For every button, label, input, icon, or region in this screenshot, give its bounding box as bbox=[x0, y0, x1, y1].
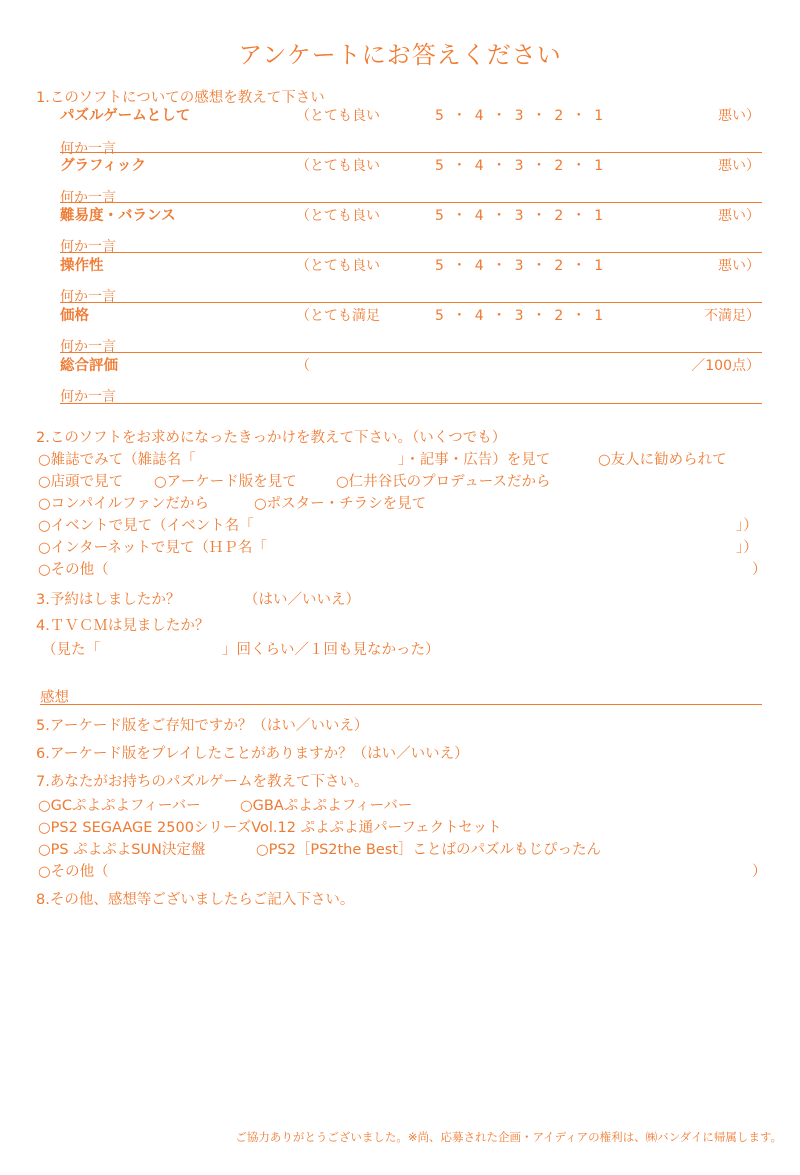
comment-label: 何か一言 bbox=[60, 190, 116, 206]
q2-option-event[interactable]: ○イベントで見て（イベント名「 bbox=[38, 518, 254, 534]
q1-heading: 1.このソフトについての感想を教えて下さい bbox=[36, 90, 325, 106]
q1-item-right-anchor: 悪い） bbox=[718, 108, 760, 124]
q3-answer[interactable]: （はい／いいえ） bbox=[244, 592, 360, 608]
q7-option-other[interactable]: ○その他（ bbox=[38, 864, 109, 880]
q7-option-ps2-mojipittan[interactable]: ○PS2［PS2the Best］ことばのパズルもじぴったん bbox=[256, 842, 602, 858]
q1-item-left-anchor: （とても満足 bbox=[296, 308, 380, 324]
q2-option-store[interactable]: ○店頭で見て bbox=[38, 474, 124, 490]
q1-item-right-anchor: ／100点） bbox=[691, 358, 760, 374]
comment-line[interactable] bbox=[60, 352, 762, 353]
comment-label: 何か一言 bbox=[60, 339, 116, 355]
comment-line[interactable] bbox=[60, 252, 762, 253]
q2-option-magazine-suffix: 」・記事・広告）を見て bbox=[398, 452, 551, 468]
q6-heading[interactable]: 6.アーケード版をプレイしたことがありますか？（はい／いいえ） bbox=[36, 746, 469, 762]
q1-item-scale[interactable]: 5 ・ 4 ・ 3 ・ 2 ・ 1 bbox=[435, 158, 604, 174]
q1-item-left-anchor: （ bbox=[296, 358, 310, 374]
q1-item-left-anchor: （とても良い bbox=[296, 258, 380, 274]
q7-option-gba[interactable]: ○GBAぷよぷよフィーバー bbox=[240, 798, 413, 814]
comment-line[interactable] bbox=[60, 403, 762, 404]
q1-item-left-anchor: （とても良い bbox=[296, 208, 380, 224]
comment-line[interactable] bbox=[60, 302, 762, 303]
q2-option-magazine[interactable]: ○雑誌でみて（雑誌名「 bbox=[38, 452, 196, 468]
q8-heading: 8.その他、感想等ございましたらご記入下さい。 bbox=[36, 892, 355, 908]
q1-item-label: 難易度・バランス bbox=[60, 208, 176, 224]
q1-item-right-anchor: 悪い） bbox=[718, 158, 760, 174]
q2-option-other[interactable]: ○その他（ bbox=[38, 562, 109, 578]
footer-note: ご協力ありがとうございました。※尚、応募された企画・アイディアの権利は、㈱バンダイに帰属します。 bbox=[235, 1130, 782, 1144]
q2-option-poster[interactable]: ○ポスター・チラシを見て bbox=[254, 496, 427, 512]
q7-heading: 7.あなたがお持ちのパズルゲームを教えて下さい。 bbox=[36, 774, 369, 790]
q1-item-label: グラフィック bbox=[60, 158, 146, 174]
q2-option-niitani[interactable]: ○仁井谷氏のプロデュースだから bbox=[336, 474, 551, 490]
q1-item-right-anchor: 不満足） bbox=[704, 308, 760, 324]
q7-option-ps2-segaage[interactable]: ○PS2 SEGAAGE 2500シリーズVol.12 ぷよぷよ通パーフェクトセット bbox=[38, 820, 502, 836]
q1-item-scale[interactable]: 5 ・ 4 ・ 3 ・ 2 ・ 1 bbox=[435, 208, 604, 224]
q1-item-label: 操作性 bbox=[60, 258, 104, 274]
q3-heading: 3.予約はしましたか？ bbox=[36, 592, 181, 608]
comment-line[interactable] bbox=[60, 202, 762, 203]
q2-option-internet[interactable]: ○インターネットで見て（ＨＰ名「 bbox=[38, 540, 267, 556]
comment-label: 何か一言 bbox=[60, 289, 116, 305]
comment-label: 何か一言 bbox=[60, 141, 116, 157]
q2-option-internet-close: 」） bbox=[736, 540, 758, 556]
q4-answer-left[interactable]: （見た「 bbox=[42, 642, 100, 658]
q2-option-arcade[interactable]: ○アーケード版を見て bbox=[154, 474, 297, 490]
q2-option-friend[interactable]: ○友人に勧められて bbox=[598, 452, 727, 468]
comment-line[interactable] bbox=[60, 152, 762, 153]
comment-label: 何か一言 bbox=[60, 389, 116, 405]
q7-option-other-close: ） bbox=[752, 864, 767, 880]
q5-heading[interactable]: 5.アーケード版をご存知ですか？（はい／いいえ） bbox=[36, 718, 369, 734]
q7-option-ps-sun[interactable]: ○PS ぷよぷよSUN決定盤 bbox=[38, 842, 206, 858]
page-title: アンケートにお答えください bbox=[238, 41, 562, 69]
section-label: 感想 bbox=[40, 690, 69, 706]
q1-item-scale[interactable]: 5 ・ 4 ・ 3 ・ 2 ・ 1 bbox=[435, 258, 604, 274]
q2-option-other-close: ） bbox=[752, 562, 767, 578]
q1-item-scale[interactable]: 5 ・ 4 ・ 3 ・ 2 ・ 1 bbox=[435, 308, 604, 324]
q1-item-label: 価格 bbox=[60, 308, 89, 324]
q1-item-left-anchor: （とても良い bbox=[296, 158, 380, 174]
q1-item-label: 総合評価 bbox=[60, 358, 118, 374]
q1-item-right-anchor: 悪い） bbox=[718, 258, 760, 274]
q1-item-label: パズルゲームとして bbox=[60, 108, 191, 124]
q7-option-gc[interactable]: ○GCぷよぷよフィーバー bbox=[38, 798, 201, 814]
section-divider bbox=[40, 704, 762, 705]
q1-item-left-anchor: （とても良い bbox=[296, 108, 380, 124]
q4-answer-right[interactable]: 」回くらい／１回も見なかった） bbox=[222, 642, 440, 658]
q1-item-right-anchor: 悪い） bbox=[718, 208, 760, 224]
q2-option-event-close: 」） bbox=[736, 518, 758, 534]
q2-option-compile-fan[interactable]: ○コンパイルファンだから bbox=[38, 496, 209, 512]
q4-heading: 4.ＴＶＣＭは見ましたか？ bbox=[36, 618, 210, 634]
comment-label: 何か一言 bbox=[60, 239, 116, 255]
q1-item-scale[interactable]: 5 ・ 4 ・ 3 ・ 2 ・ 1 bbox=[435, 108, 604, 124]
q2-heading: 2.このソフトをお求めになったきっかけを教えて下さい。（いくつでも） bbox=[36, 430, 507, 446]
